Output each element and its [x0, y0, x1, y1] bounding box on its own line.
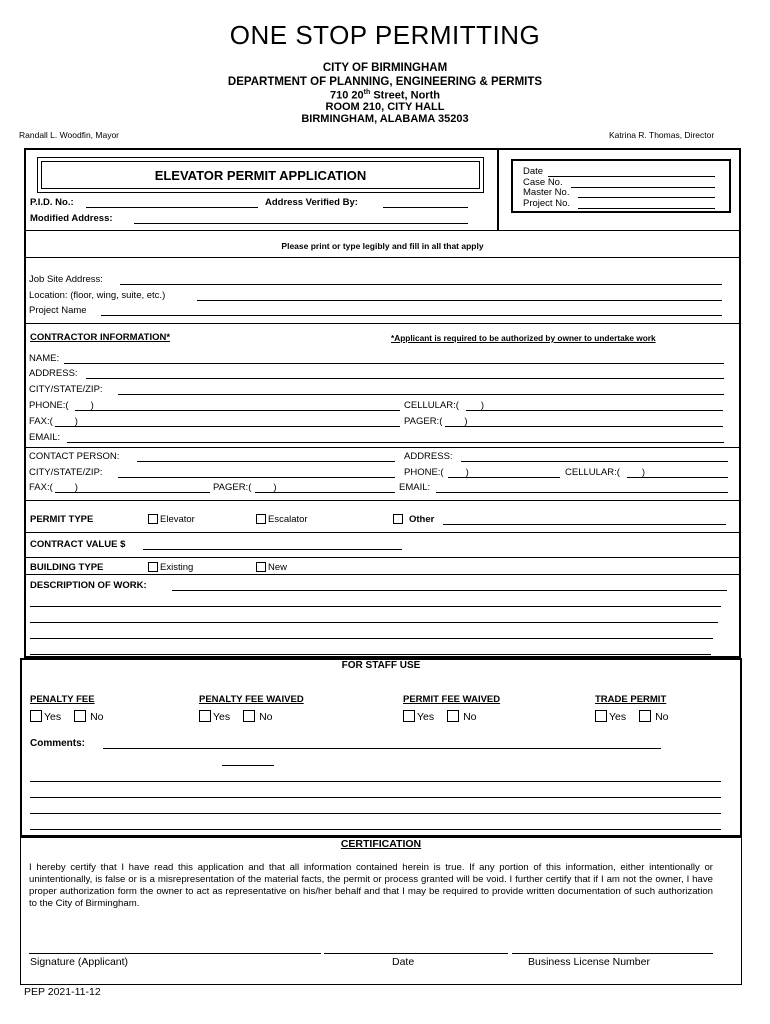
- contractor-pager-field[interactable]: [445, 426, 723, 427]
- penalty-fee-waived-label: PENALTY FEE WAIVED: [199, 694, 304, 705]
- contact-cellular-label: CELLULAR:( ): [565, 467, 646, 478]
- contact-fax-field[interactable]: [55, 492, 210, 493]
- contact-address-field[interactable]: [461, 461, 728, 462]
- penalty-waived-yes-checkbox[interactable]: [199, 710, 211, 722]
- escalator-checkbox[interactable]: [256, 514, 266, 524]
- director-name: Katrina R. Thomas, Director: [609, 130, 715, 140]
- comments-label: Comments:: [30, 738, 86, 749]
- contact-email-field[interactable]: [436, 492, 728, 493]
- page-title: ONE STOP PERMITTING: [229, 20, 541, 50]
- penalty-fee-label: PENALTY FEE: [30, 694, 95, 705]
- form-divider: [497, 148, 499, 230]
- form-divider: [24, 230, 741, 231]
- penalty-fee-options: Yes No: [30, 710, 104, 723]
- form-divider: [24, 447, 741, 448]
- contact-csz-field[interactable]: [118, 477, 395, 478]
- room-address: ROOM 210, CITY HALL: [325, 101, 445, 113]
- comments-field[interactable]: [103, 748, 661, 749]
- trade-permit-no-checkbox[interactable]: [639, 710, 651, 722]
- modified-address-label: Modified Address:: [30, 213, 113, 224]
- form-divider: [24, 557, 741, 558]
- location-field[interactable]: [197, 300, 722, 301]
- form-divider: [24, 323, 741, 324]
- contractor-email-label: EMAIL:: [29, 432, 61, 443]
- trade-permit-label: TRADE PERMIT: [595, 694, 667, 705]
- elevator-checkbox[interactable]: [148, 514, 158, 524]
- building-type-existing[interactable]: Existing: [148, 562, 193, 573]
- permit-waived-yes-checkbox[interactable]: [403, 710, 415, 722]
- permit-fee-waived-label: PERMIT FEE WAIVED: [403, 694, 501, 705]
- signature-field[interactable]: [29, 953, 321, 954]
- contact-fax-label: FAX:( ): [29, 482, 78, 493]
- application-title: ELEVATOR PERMIT APPLICATION: [41, 161, 480, 189]
- penalty-waived-no-checkbox[interactable]: [243, 710, 255, 722]
- city-state-zip: BIRMINGHAM, ALABAMA 35203: [301, 113, 469, 125]
- permit-fee-waived-options: Yes No: [403, 710, 477, 723]
- contact-cellular-field[interactable]: [627, 477, 728, 478]
- contractor-phone-label: PHONE:( ): [29, 400, 94, 411]
- contact-address-label: ADDRESS:: [404, 451, 453, 462]
- contractor-fax-field[interactable]: [55, 426, 400, 427]
- master-no-label: Master No.: [523, 187, 570, 198]
- instructions: Please print or type legibly and fill in all that apply: [281, 241, 484, 251]
- building-type-new[interactable]: New: [256, 562, 287, 573]
- verified-field[interactable]: [383, 207, 468, 208]
- form-version: PEP 2021-11-12: [24, 986, 101, 998]
- other-checkbox[interactable]: [393, 514, 403, 524]
- contact-email-label: EMAIL:: [399, 482, 431, 493]
- business-license-field[interactable]: [512, 953, 713, 954]
- contractor-csz-label: CITY/STATE/ZIP:: [29, 384, 103, 395]
- department-name: DEPARTMENT OF PLANNING, ENGINEERING & PERMITS: [227, 76, 543, 88]
- comments-line[interactable]: [30, 829, 721, 830]
- signature-date-label: Date: [392, 956, 415, 968]
- master-no-field[interactable]: [578, 197, 715, 198]
- certification-text: I hereby certify that I have read this application and that all information contained herein is true. If any portion of this information, either intentionally or unintentionally, is false or is a misrepresentation of the material facts, the permit or process granted will be void. I further certify that if I am not the owner, I have proper authorization form the owner to act as representative on his/her behalf and that I may be required to provide written documentation of such authorization to the City of Birmingham.: [29, 862, 713, 909]
- form-divider: [24, 257, 741, 258]
- verified-label: Address Verified By:: [265, 197, 358, 208]
- contact-person-field[interactable]: [137, 461, 395, 462]
- comments-line[interactable]: [222, 765, 274, 766]
- permit-type-label: PERMIT TYPE: [30, 514, 94, 525]
- new-checkbox[interactable]: [256, 562, 266, 572]
- case-no-label: Case No.: [523, 177, 563, 188]
- permit-type-escalator[interactable]: Escalator: [256, 514, 308, 525]
- contractor-csz-field[interactable]: [118, 394, 724, 395]
- existing-checkbox[interactable]: [148, 562, 158, 572]
- date-label: Date: [523, 166, 544, 177]
- other-field[interactable]: [443, 524, 726, 525]
- project-name-field[interactable]: [101, 315, 722, 316]
- description-label: DESCRIPTION OF WORK:: [30, 580, 147, 591]
- description-line[interactable]: [30, 622, 718, 623]
- case-no-field[interactable]: [571, 187, 715, 188]
- trade-permit-options: Yes No: [595, 710, 669, 723]
- contractor-name-label: NAME:: [29, 353, 60, 364]
- modified-address-field[interactable]: [134, 223, 468, 224]
- pid-label: P.I.D. No.:: [30, 197, 74, 208]
- contractor-note: *Applicant is required to be authorized by owner to undertake work: [391, 333, 656, 343]
- description-line[interactable]: [30, 638, 713, 639]
- mayor-name: Randall L. Woodfin, Mayor: [19, 130, 120, 140]
- building-type-label: BUILDING TYPE: [30, 562, 104, 573]
- contact-csz-label: CITY/STATE/ZIP:: [29, 467, 103, 478]
- project-no-label: Project No.: [523, 198, 570, 209]
- penalty-fee-waived-options: Yes No: [199, 710, 273, 723]
- description-line[interactable]: [30, 606, 721, 607]
- form-divider: [24, 532, 741, 533]
- penalty-fee-no-checkbox[interactable]: [74, 710, 86, 722]
- project-name-label: Project Name: [29, 305, 87, 316]
- staff-use-heading: FOR STAFF USE: [341, 660, 421, 671]
- comments-line[interactable]: [30, 781, 721, 782]
- contract-value-field[interactable]: [143, 549, 402, 550]
- contact-pager-label: PAGER:( ): [213, 482, 277, 493]
- city-name: CITY OF BIRMINGHAM: [322, 62, 448, 74]
- form-divider: [24, 500, 741, 501]
- certification-heading: CERTIFICATION: [340, 838, 422, 850]
- contractor-address-label: ADDRESS:: [29, 368, 78, 379]
- contractor-name-field[interactable]: [64, 363, 724, 364]
- permit-waived-no-checkbox[interactable]: [447, 710, 459, 722]
- contractor-cellular-label: CELLULAR:( ): [404, 400, 485, 411]
- pid-field[interactable]: [86, 207, 258, 208]
- date-field[interactable]: [548, 176, 715, 177]
- description-line[interactable]: [30, 654, 711, 655]
- job-site-address-label: Job Site Address:: [29, 274, 103, 285]
- permit-type-elevator[interactable]: Elevator: [148, 514, 195, 525]
- contractor-pager-label: PAGER:( ): [404, 416, 468, 427]
- contact-phone-field[interactable]: [448, 477, 560, 478]
- permit-type-other[interactable]: Other: [393, 514, 434, 525]
- signature-label: Signature (Applicant): [30, 956, 129, 968]
- contractor-email-field[interactable]: [67, 442, 724, 443]
- penalty-fee-yes-checkbox[interactable]: [30, 710, 42, 722]
- contract-value-label: CONTRACT VALUE $: [30, 539, 126, 550]
- trade-permit-yes-checkbox[interactable]: [595, 710, 607, 722]
- contractor-phone-field[interactable]: [75, 410, 400, 411]
- description-line[interactable]: [172, 590, 727, 591]
- contact-pager-field[interactable]: [255, 492, 395, 493]
- contractor-fax-label: FAX:( ): [29, 416, 78, 427]
- project-no-field[interactable]: [578, 208, 715, 209]
- form-divider: [24, 574, 741, 575]
- contact-person-label: CONTACT PERSON:: [29, 451, 120, 462]
- comments-line[interactable]: [30, 797, 721, 798]
- location-label: Location: (floor, wing, suite, etc.): [29, 290, 166, 301]
- comments-line[interactable]: [30, 813, 721, 814]
- contractor-heading: CONTRACTOR INFORMATION*: [30, 332, 171, 343]
- street-address: 710 20th Street, North: [330, 89, 440, 102]
- contractor-cellular-field[interactable]: [466, 410, 723, 411]
- signature-date-field[interactable]: [324, 953, 508, 954]
- contractor-address-field[interactable]: [86, 378, 724, 379]
- business-license-label: Business License Number: [528, 956, 650, 968]
- contact-phone-label: PHONE:( ): [404, 467, 469, 478]
- job-site-address-field[interactable]: [120, 284, 722, 285]
